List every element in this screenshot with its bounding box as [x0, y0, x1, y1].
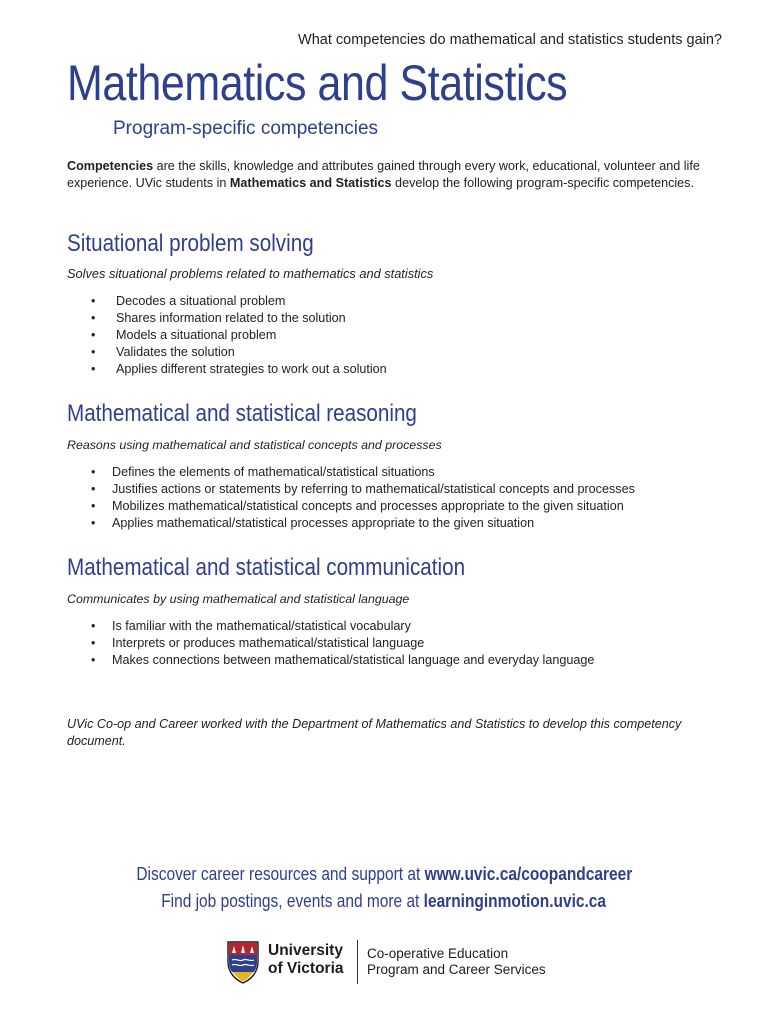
section-title: Mathematical and statistical reasoning	[67, 400, 417, 427]
section-description: Communicates by using mathematical and statistical language	[67, 592, 410, 606]
university-logo	[226, 938, 556, 988]
section-title: Situational problem solving	[67, 230, 314, 257]
section-description: Solves situational problems related to mathematics and statistics	[67, 266, 434, 281]
list-item: • Applies different strategies to work out a solution	[67, 361, 727, 378]
intro-term: Competencies	[67, 159, 154, 173]
credit-note: UVic Co-op and Career worked with the Department of Mathematics and Statistics to develop this competency document.	[67, 717, 682, 748]
header-question: What competencies do mathematical and statistics students gain?	[298, 32, 722, 48]
logo-divider	[357, 940, 358, 984]
university-name-line-2: of Victoria	[268, 960, 344, 977]
competency-list	[67, 618, 727, 669]
list-item: • Models a situational problem	[67, 327, 727, 344]
list-item: • Is familiar with the mathematical/statistical vocabulary	[67, 618, 727, 635]
list-item: • Mobilizes mathematical/statistical concepts and processes appropriate to the given situation	[67, 498, 727, 515]
learninginmotion-link[interactable]: learninginmotion.uvic.ca	[424, 891, 607, 911]
intro-program: Mathematics and Statistics	[229, 175, 392, 190]
department-name-line-2: Program and Career Services	[367, 962, 546, 977]
department-name	[367, 946, 546, 978]
list-item: • Shares information related to the solution	[67, 310, 727, 327]
competency-list	[67, 464, 727, 532]
university-crest-icon	[226, 940, 260, 984]
promo-line-2	[0, 891, 768, 912]
list-item: • Defines the elements of mathematical/statistical situations	[67, 464, 727, 481]
section-description: Reasons using mathematical and statistical concepts and processes	[67, 438, 442, 452]
department-name-line-1: Co-operative Education	[367, 946, 509, 961]
section-mathematical-communication	[67, 554, 727, 669]
page-title: Mathematics and Statistics	[67, 55, 568, 111]
intro-paragraph	[67, 158, 707, 191]
section-title: Mathematical and statistical communication	[67, 554, 466, 581]
university-name-line-1: University	[268, 942, 343, 959]
intro-text-1: are the skills, knowledge and attributes gained through every work, educational, volunteer and life experience. UVic students in	[67, 159, 700, 190]
promo-line-1	[0, 864, 768, 885]
page-subtitle: Program-specific competencies	[113, 118, 379, 139]
competency-list	[67, 293, 727, 378]
section-situational-problem-solving	[67, 230, 727, 378]
list-item: • Decodes a situational problem	[67, 293, 727, 310]
list-item: • Validates the solution	[67, 344, 727, 361]
promo-text: Discover career resources and support at	[136, 864, 425, 884]
promo-text: Find job postings, events and more at	[161, 891, 425, 911]
coopandcareer-link[interactable]: www.uvic.ca/coopandcareer	[424, 864, 632, 884]
section-mathematical-reasoning	[67, 400, 727, 532]
university-name	[268, 942, 344, 978]
list-item: • Justifies actions or statements by referring to mathematical/statistical concepts and processes	[67, 481, 727, 498]
intro-text-2: develop the following program-specific competencies.	[391, 175, 694, 190]
list-item: • Makes connections between mathematical/statistical language and everyday language	[67, 652, 727, 669]
list-item: • Applies mathematical/statistical processes appropriate to the given situation	[67, 515, 727, 532]
list-item: • Interprets or produces mathematical/statistical language	[67, 635, 727, 652]
